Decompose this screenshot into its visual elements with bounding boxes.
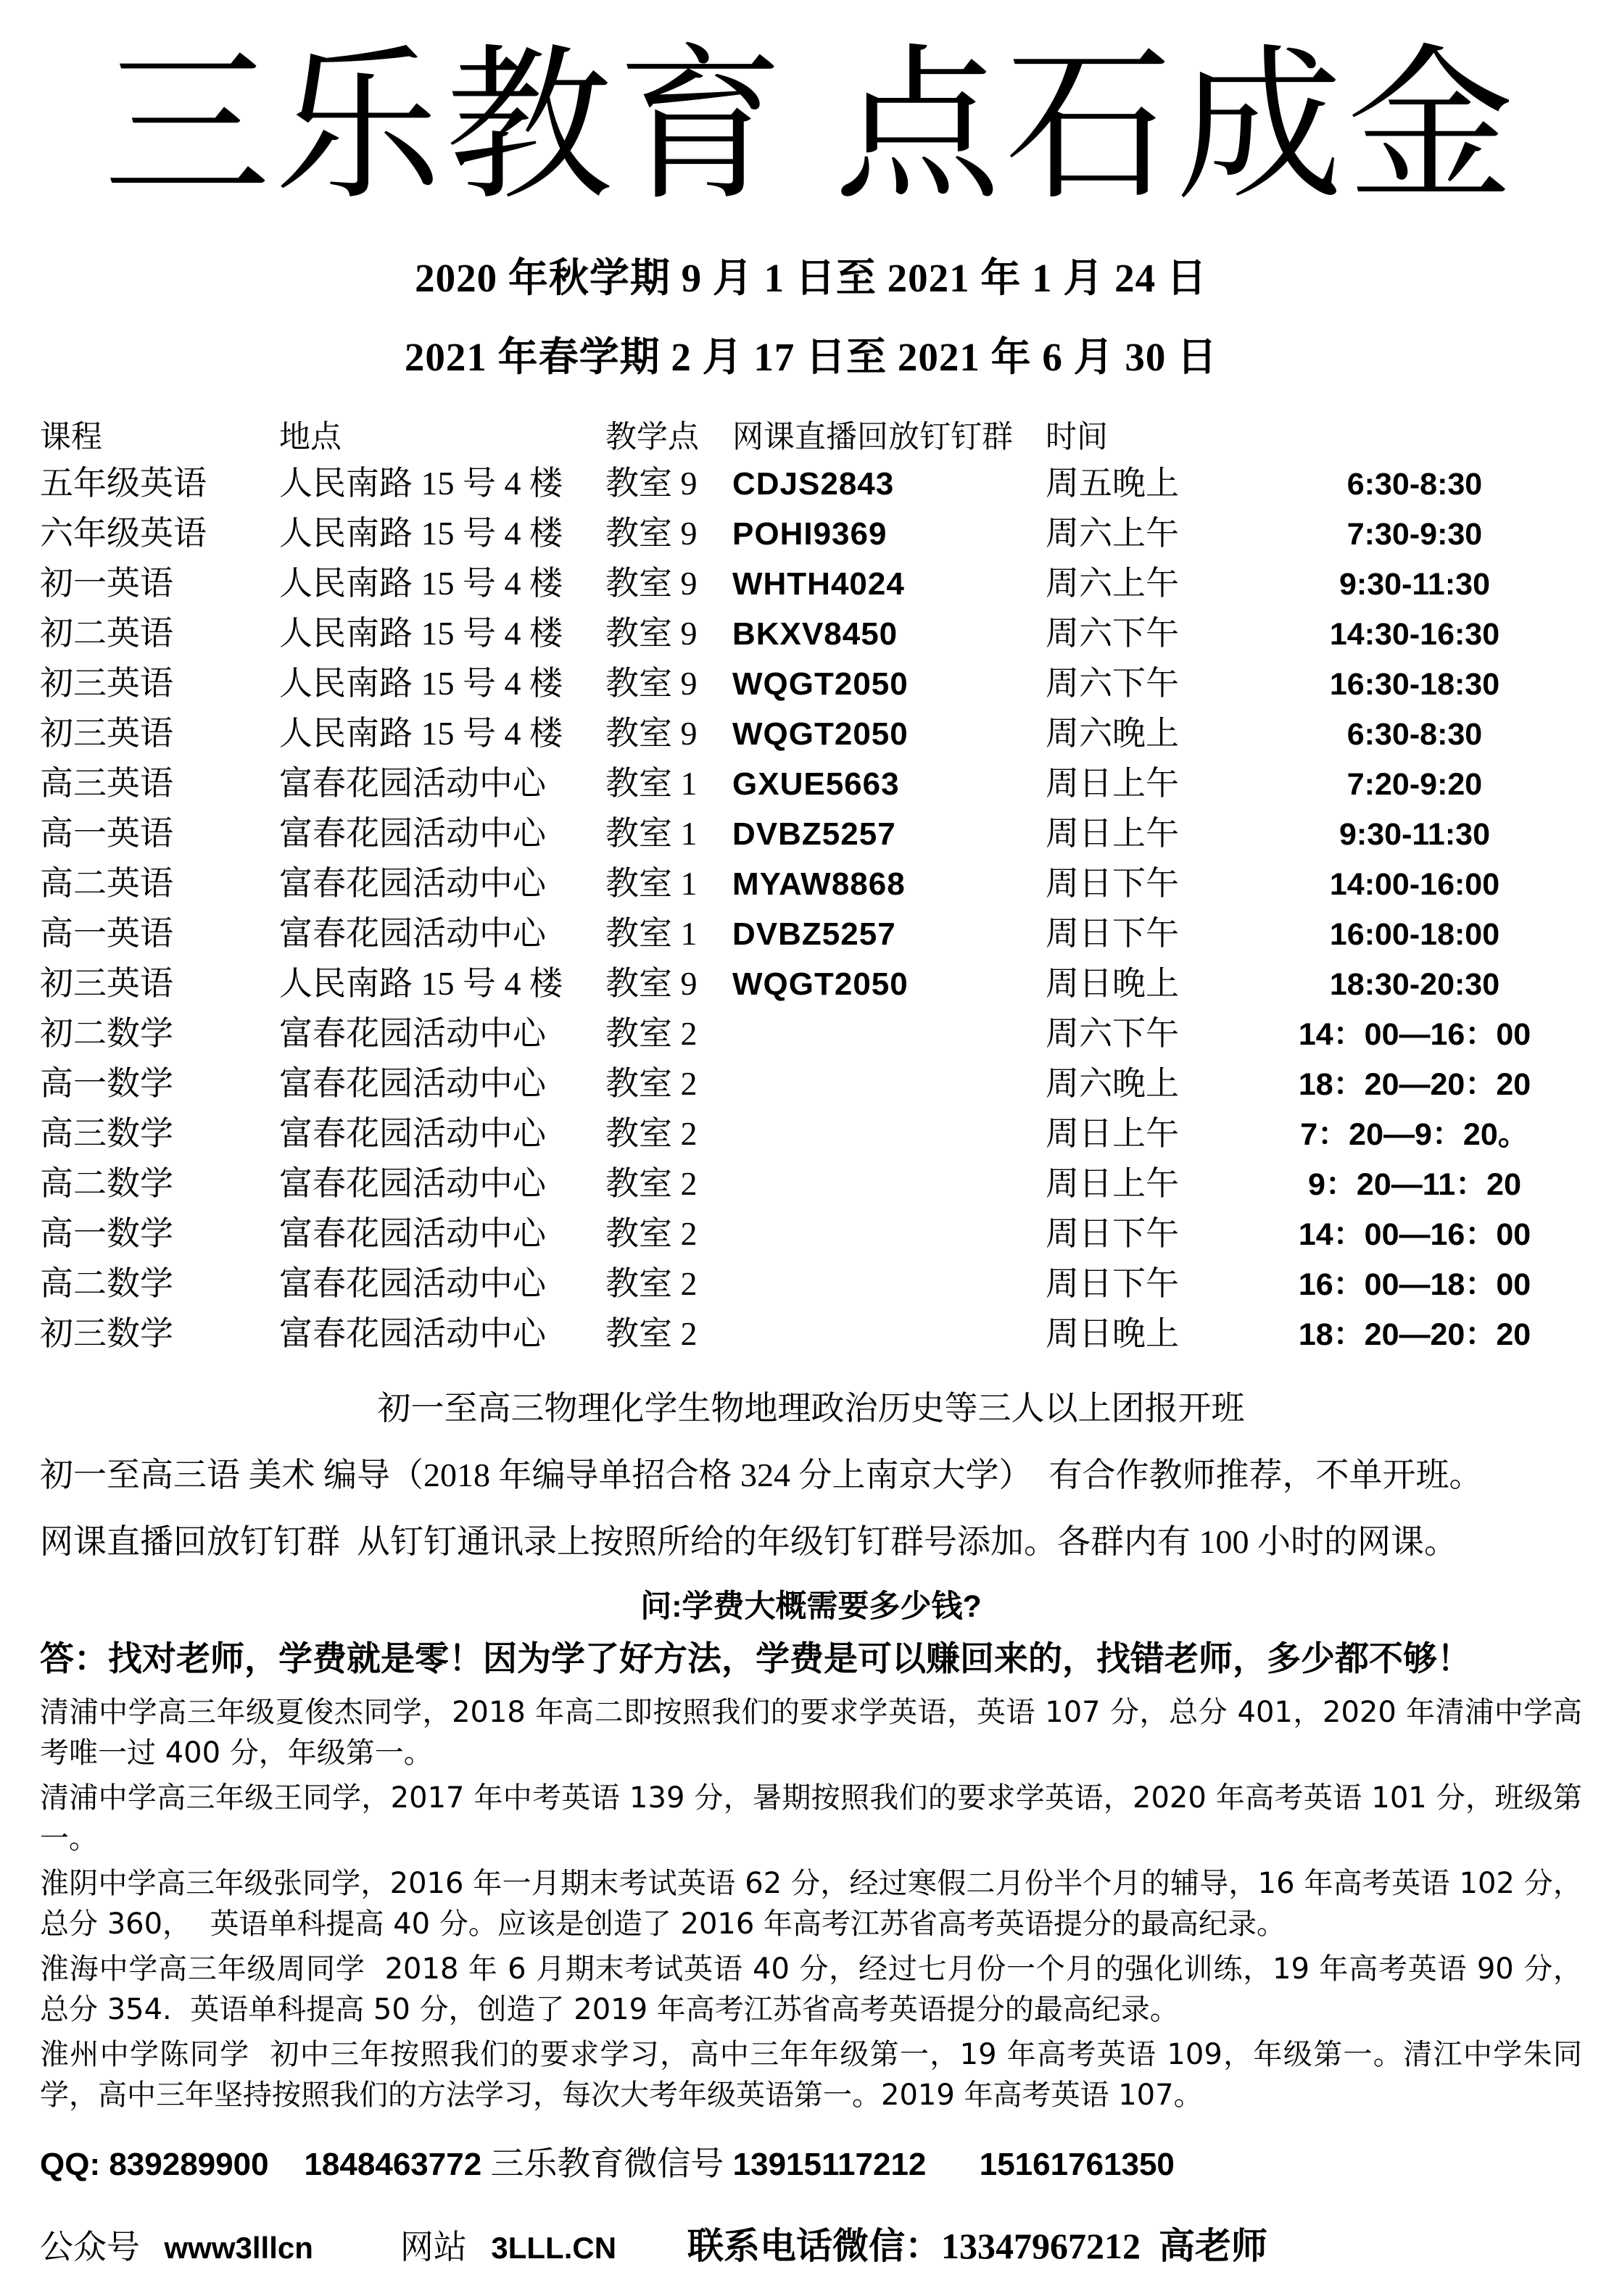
tuition-answer: 答：找对老师，学费就是零！因为学了好方法，学费是可以赚回来的，找错老师，多少都不够！ [40, 1638, 1471, 1678]
spring-semester-dates: 2021 年春学期 2 月 17 日至 2021 年 6 月 30 日 [404, 334, 1218, 379]
course-cell: 五年级英语 [40, 464, 207, 502]
qq-contact-line [40, 2137, 1582, 2185]
day-cell: 周日上午 [1046, 764, 1179, 802]
page-title: 三乐教育 点石成金 [103, 35, 1519, 220]
time-cell: 18：20—20：20 [1298, 1066, 1531, 1102]
time-cell: 14：00—16：00 [1298, 1217, 1531, 1252]
table-row [40, 1257, 1582, 1307]
location-cell: 富春花园活动中心 [279, 1114, 546, 1152]
dingtalk-group-cell: CDJS2843 [732, 465, 895, 502]
classroom-cell: 教室 1 [605, 914, 698, 952]
table-row [40, 807, 1582, 857]
testimonial-chen-zhu: 淮州中学陈同学 初中三年按照我们的要求学习，高中三年年级第一，19 年高考英语 109，年级第一。清江中学朱同学，高中三年坚持按照我们的方法学习，每次大考年级英语第一。2019 年高考英语 107。 [40, 2037, 1582, 2112]
classroom-cell: 教室 1 [605, 814, 698, 852]
table-row [40, 657, 1582, 707]
course-cell: 初二英语 [40, 614, 173, 652]
location-cell: 富春花园活动中心 [279, 1314, 546, 1352]
testimonial-zhang: 淮阴中学高三年级张同学，2016 年一月期末考试英语 62 分，经过寒假二月份半个月的辅导，16 年高考英语 102 分，总分 360， 英语单科提高 40 分。应该是创造了 2016 年高考江苏省高考英语提分的最高纪录。 [40, 1866, 1582, 1941]
course-cell: 高二英语 [40, 864, 173, 902]
time-cell: 6:30-8:30 [1346, 466, 1483, 502]
table-row [40, 757, 1582, 807]
location-cell: 富春花园活动中心 [279, 814, 546, 852]
fall-semester-dates: 2020 年秋学期 9 月 1 日至 2021 年 1 月 24 日 [415, 255, 1207, 300]
testimonial-xiajunjie: 清浦中学高三年级夏俊杰同学，2018 年高二即按照我们的要求学英语，英语 107 分，总分 401，2020 年清浦中学高考唯一过 400 分，年级第一。 [40, 1695, 1582, 1770]
location-cell: 人民南路 15 号 4 楼 [279, 664, 563, 702]
day-cell: 周六下午 [1046, 1014, 1179, 1052]
location-cell: 人民南路 15 号 4 楼 [279, 714, 563, 752]
course-cell: 初三英语 [40, 664, 173, 702]
dingtalk-group-cell: MYAW8868 [732, 866, 906, 902]
course-cell: 初三英语 [40, 714, 173, 752]
day-cell: 周六晚上 [1046, 714, 1179, 752]
classroom-cell: 教室 2 [605, 1014, 698, 1052]
footer-contact-line [40, 2217, 1582, 2269]
schedule-body [40, 457, 1582, 1357]
classroom-cell: 教室 9 [605, 564, 698, 602]
table-row [40, 857, 1582, 907]
time-cell: 9：20—11：20 [1307, 1166, 1522, 1202]
wechat-numbers: 13915117212 15161761350 [724, 2146, 1175, 2182]
dingtalk-group-cell: WQGT2050 [732, 716, 909, 752]
time-cell: 18:30-20:30 [1329, 966, 1500, 1002]
website-label: 网站 [400, 2228, 476, 2266]
location-cell: 富春花园活动中心 [279, 1214, 546, 1252]
time-cell: 9:30-11:30 [1339, 816, 1490, 852]
classroom-cell: 教室 9 [605, 714, 698, 752]
day-cell: 周六下午 [1046, 614, 1179, 652]
time-cell: 16:00-18:00 [1329, 916, 1500, 952]
schedule-header-row [40, 413, 1582, 457]
time-cell: 14:30-16:30 [1329, 616, 1500, 652]
course-cell: 高一数学 [40, 1064, 173, 1102]
time-cell: 9:30-11:30 [1339, 566, 1490, 602]
course-cell: 初一英语 [40, 564, 173, 602]
location-cell: 人民南路 15 号 4 楼 [279, 564, 563, 602]
time-cell: 7:30-9:30 [1346, 516, 1483, 552]
classroom-cell: 教室 9 [605, 964, 698, 1002]
course-cell: 高二数学 [40, 1264, 173, 1302]
classroom-cell: 教室 9 [605, 464, 698, 502]
time-cell: 14:00-16:00 [1329, 866, 1500, 902]
table-row [40, 907, 1582, 957]
time-cell: 6:30-8:30 [1346, 716, 1483, 752]
time-cell: 16:30-18:30 [1329, 666, 1500, 702]
location-cell: 富春花园活动中心 [279, 1264, 546, 1302]
location-cell: 人民南路 15 号 4 楼 [279, 964, 563, 1002]
course-cell: 高三数学 [40, 1114, 173, 1152]
day-cell: 周日晚上 [1046, 964, 1179, 1002]
testimonial-zhou: 淮海中学高三年级周同学 2018 年 6 月期末考试英语 40 分，经过七月份一个月的强化训练，19 年高考英语 90 分， 总分 354. 英语单科提高 50 分，创造了 2019 年高考江苏省高考英语提分的最高纪录。 [40, 1952, 1601, 2026]
course-cell: 初二数学 [40, 1014, 173, 1052]
art-program-note: 初一至高三语 美术 编导（2018 年编导单招合格 324 分上南京大学） 有合作教师推荐，不单开班。 [40, 1456, 1483, 1493]
official-account-value: www3lllcn [164, 2230, 313, 2265]
location-cell: 人民南路 15 号 4 楼 [279, 514, 563, 552]
location-cell: 人民南路 15 号 4 楼 [279, 464, 563, 502]
time-cell: 7:20-9:20 [1346, 766, 1483, 802]
table-row [40, 1057, 1582, 1107]
classroom-cell: 教室 2 [605, 1214, 698, 1252]
day-cell: 周日下午 [1046, 914, 1179, 952]
classroom-cell: 教室 9 [605, 514, 698, 552]
day-cell: 周六下午 [1046, 664, 1179, 702]
day-cell: 周日晚上 [1046, 1314, 1179, 1352]
classroom-cell: 教室 2 [605, 1314, 698, 1352]
time-cell: 14：00—16：00 [1298, 1016, 1531, 1052]
classroom-cell: 教室 9 [605, 664, 698, 702]
classroom-cell: 教室 2 [605, 1164, 698, 1202]
wechat-label: 三乐教育微信号 [490, 2144, 724, 2182]
course-cell: 高三英语 [40, 764, 173, 802]
classroom-cell: 教室 2 [605, 1264, 698, 1302]
time-cell: 16：00—18：00 [1298, 1267, 1531, 1302]
table-row [40, 1007, 1582, 1057]
official-account-label: 公众号 [40, 2228, 149, 2266]
course-cell: 初三数学 [40, 1314, 173, 1352]
header-time: 时间 [1046, 420, 1108, 455]
location-cell: 人民南路 15 号 4 楼 [279, 614, 563, 652]
course-cell: 初三英语 [40, 964, 173, 1002]
course-cell: 高二数学 [40, 1164, 173, 1202]
course-cell: 高一英语 [40, 814, 173, 852]
day-cell: 周日上午 [1046, 1114, 1179, 1152]
table-row [40, 1307, 1582, 1357]
classroom-cell: 教室 1 [605, 764, 698, 802]
classroom-cell: 教室 1 [605, 864, 698, 902]
course-cell: 高一数学 [40, 1214, 173, 1252]
time-cell: 7：20—9：20。 [1300, 1116, 1529, 1152]
dingtalk-group-cell: POHI9369 [732, 515, 887, 552]
day-cell: 周六晚上 [1046, 1064, 1179, 1102]
course-cell: 高一英语 [40, 914, 173, 952]
group-enrollment-note: 初一至高三物理化学生物地理政治历史等三人以上团报开班 [377, 1389, 1245, 1427]
table-row [40, 957, 1582, 1007]
location-cell: 富春花园活动中心 [279, 1064, 546, 1102]
header-dingtalk-group: 网课直播回放钉钉群 [732, 420, 1013, 455]
dingtalk-group-cell: GXUE5663 [732, 766, 900, 802]
classroom-cell: 教室 9 [605, 614, 698, 652]
day-cell: 周日下午 [1046, 864, 1179, 902]
table-row [40, 1157, 1582, 1207]
classroom-cell: 教室 2 [605, 1114, 698, 1152]
dingtalk-group-cell: WQGT2050 [732, 666, 909, 702]
phone-wechat-contact: 联系电话微信：13347967212 高老师 [687, 2225, 1268, 2266]
qq-numbers: QQ: 839289900 1848463772 [40, 2146, 491, 2182]
header-location: 地点 [279, 420, 342, 455]
day-cell: 周六上午 [1046, 564, 1179, 602]
dingtalk-group-cell: BKXV8450 [732, 616, 898, 652]
table-row [40, 557, 1582, 607]
flyer [40, 32, 1601, 2269]
location-cell: 富春花园活动中心 [279, 1014, 546, 1052]
day-cell: 周日上午 [1046, 1164, 1179, 1202]
day-cell: 周五晚上 [1046, 464, 1179, 502]
table-row [40, 707, 1582, 757]
testimonial-wang: 清浦中学高三年级王同学，2017 年中考英语 139 分，暑期按照我们的要求学英语，2020 年高考英语 101 分，班级第一。 [40, 1781, 1582, 1855]
header-course: 课程 [40, 420, 102, 455]
dingtalk-group-cell: WHTH4024 [732, 565, 905, 602]
course-cell: 六年级英语 [40, 514, 207, 552]
day-cell: 周日上午 [1046, 814, 1179, 852]
location-cell: 富春花园活动中心 [279, 1164, 546, 1202]
day-cell: 周日下午 [1046, 1214, 1179, 1252]
table-row [40, 607, 1582, 657]
table-row [40, 507, 1582, 557]
classroom-cell: 教室 2 [605, 1064, 698, 1102]
table-row [40, 1107, 1582, 1157]
dingtalk-group-cell: WQGT2050 [732, 966, 909, 1002]
location-cell: 富春花园活动中心 [279, 914, 546, 952]
schedule-table [40, 413, 1582, 1357]
day-cell: 周日下午 [1046, 1264, 1179, 1302]
header-classroom: 教学点 [605, 420, 699, 455]
tuition-question: 问:学费大概需要多少钱? [640, 1588, 982, 1624]
website-value: 3LLL.CN [491, 2230, 617, 2265]
location-cell: 富春花园活动中心 [279, 864, 546, 902]
day-cell: 周六上午 [1046, 514, 1179, 552]
time-cell: 18：20—20：20 [1298, 1317, 1531, 1352]
dingtalk-group-cell: DVBZ5257 [732, 816, 896, 852]
table-row [40, 457, 1582, 507]
table-row [40, 1207, 1582, 1257]
dingtalk-instruction-note: 网课直播回放钉钉群 从钉钉通讯录上按照所给的年级钉钉群号添加。各群内有 100 小时的网课。 [40, 1522, 1457, 1560]
location-cell: 富春花园活动中心 [279, 764, 546, 802]
dingtalk-group-cell: DVBZ5257 [732, 916, 896, 952]
